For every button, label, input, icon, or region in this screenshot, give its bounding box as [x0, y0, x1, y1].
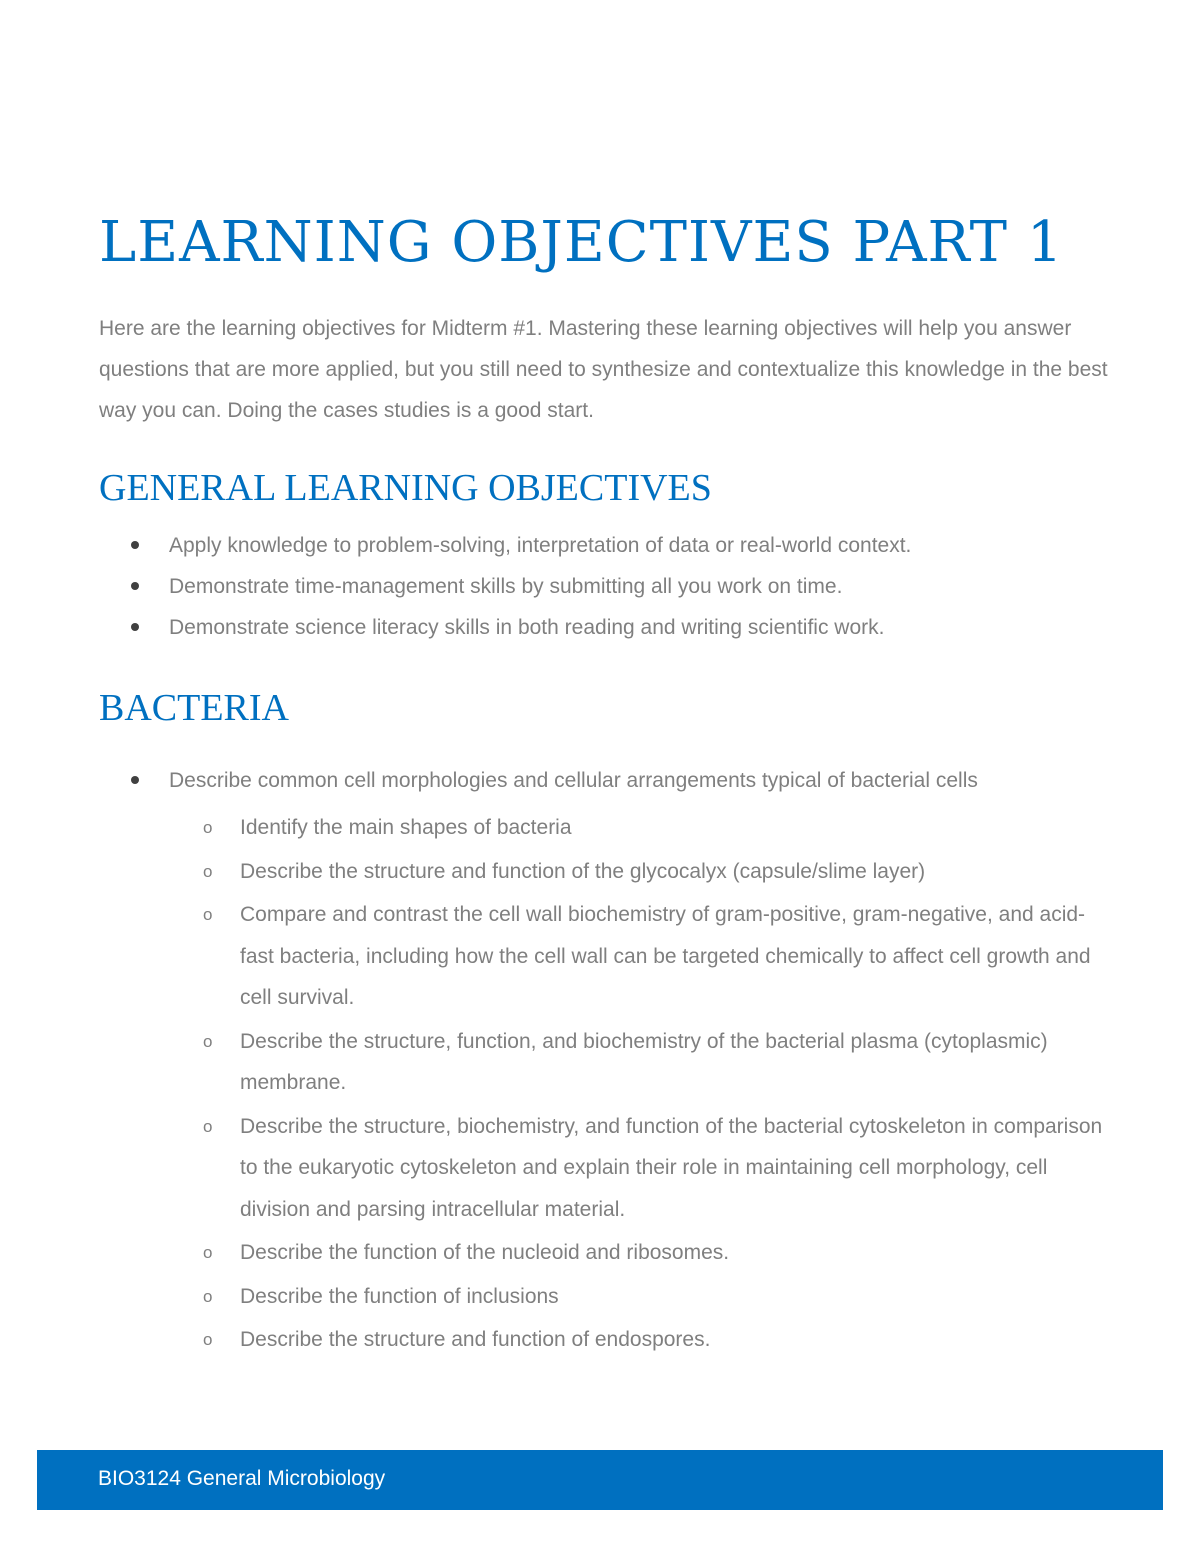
list-item-text: Demonstrate time-management skills by submitting all you work on time.	[169, 575, 843, 598]
section-heading-bacteria: BACTERIA	[99, 687, 289, 729]
page-title: LEARNING OBJECTIVES PART 1	[99, 210, 1064, 275]
bullet-icon	[131, 541, 139, 549]
sub-list-item	[99, 807, 1109, 849]
general-objectives-list	[99, 525, 1109, 648]
bullet-icon	[131, 623, 139, 631]
sub-list-item-text: Describe the function of inclusions	[240, 1284, 559, 1308]
list-item	[99, 760, 1109, 1361]
sub-list-item	[99, 1232, 1109, 1274]
list-item	[99, 566, 1109, 607]
hollow-circle-bullet-icon: o	[203, 1286, 213, 1306]
footer-bar	[37, 1450, 1163, 1510]
list-item-text: Describe common cell morphologies and cellular arrangements typical of bacterial cells	[169, 769, 978, 792]
footer-course-title: BIO3124 General Microbiology	[98, 1467, 386, 1490]
sub-list-item	[99, 894, 1109, 1019]
hollow-circle-bullet-icon: o	[203, 1116, 213, 1136]
bacteria-objectives-list	[99, 760, 1109, 1363]
list-item	[99, 525, 1109, 566]
hollow-circle-bullet-icon: o	[203, 1330, 213, 1349]
list-item	[99, 607, 1109, 648]
bacteria-subobjectives-list	[169, 807, 1109, 1361]
hollow-circle-bullet-icon: o	[203, 818, 213, 837]
hollow-circle-bullet-icon: o	[203, 861, 213, 881]
sub-list-item-text: Describe the structure and function of the glycocalyx (capsule/slime layer)	[240, 859, 926, 883]
sub-list-item	[99, 1021, 1109, 1104]
sub-list-item-text: Identify the main shapes of bacteria	[240, 816, 572, 839]
sub-list-item-text: Describe the structure and function of endospores.	[240, 1328, 711, 1351]
sub-list-item	[99, 1106, 1109, 1231]
sub-list-item-text: Describe the function of the nucleoid and ribosomes.	[240, 1241, 730, 1264]
section-heading-general: GENERAL LEARNING OBJECTIVES	[99, 467, 712, 509]
sub-list-item	[99, 1276, 1109, 1318]
intro-paragraph: Here are the learning objectives for Midterm #1. Mastering these learning objectives will help you answer questions that are more applied, but you still need to synthesize and contextualize this knowledge in the best way you can. Doing the cases studies is a good start.	[99, 317, 1108, 422]
hollow-circle-bullet-icon: o	[203, 905, 213, 924]
list-item-text: Demonstrate science literacy skills in both reading and writing scientific work.	[169, 616, 885, 639]
sub-list-item-text: Describe the structure, biochemistry, and function of the bacterial cytoskeleton in comparison to the eukaryotic cytoskeleton and explain their role in maintaining cell morphology, cell division and parsing intracellular material.	[240, 1114, 1103, 1221]
sub-list-item	[99, 851, 1109, 893]
hollow-circle-bullet-icon: o	[203, 1243, 213, 1262]
hollow-circle-bullet-icon: o	[203, 1031, 213, 1051]
sub-list-item-text: Compare and contrast the cell wall biochemistry of gram-positive, gram-negative, and acid-fast bacteria, including how the cell wall can be targeted chemically to affect cell growth and cell survival.	[240, 903, 1091, 1009]
list-item-text: Apply knowledge to problem-solving, interpretation of data or real-world context.	[169, 534, 912, 557]
bullet-icon	[131, 776, 139, 784]
bullet-icon	[131, 582, 139, 590]
sub-list-item-text: Describe the structure, function, and biochemistry of the bacterial plasma (cytoplasmic) membrane.	[240, 1029, 1048, 1094]
sub-list-item	[99, 1319, 1109, 1361]
